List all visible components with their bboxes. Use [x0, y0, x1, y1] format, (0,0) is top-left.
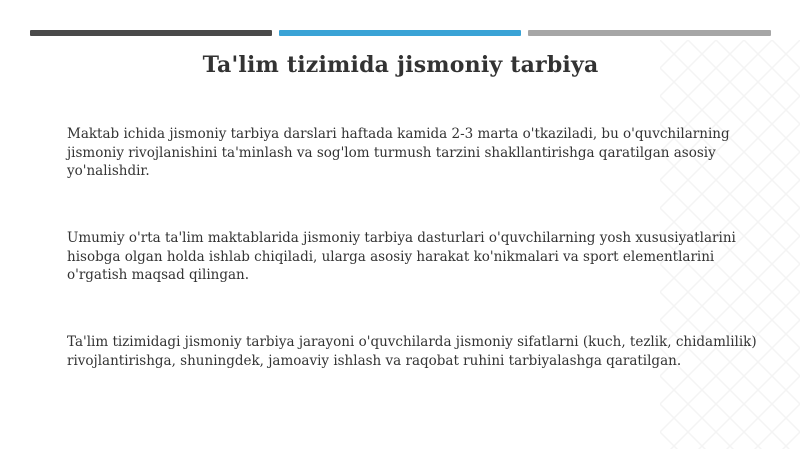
- header-bar-light: [528, 30, 771, 36]
- slide-title: Ta'lim tizimida jismoniy tarbiya: [202, 52, 599, 78]
- header-bar-accent: [279, 30, 521, 36]
- paragraph-general-education: Umumiy o'rta ta'lim maktablarida jismoniy tarbiya dasturlari o'quvchilarning yosh xususiyatlarini hisobga olgan holda ishlab chiqiladi, ularga asosiy harakat ko'nikmalari va sport elementlarini o'rgatish maqsad qilingan.: [67, 230, 736, 283]
- paragraph-education-process: Ta'lim tizimidagi jismoniy tarbiya jarayoni o'quvchilarda jismoniy sifatlarni (kuch, tezlik, chidamlilik) rivojlantirishga, shuningdek, jamoaviy ishlash va raqobat ruhini tarbiyalashga qaratilgan.: [67, 334, 757, 369]
- header-bar-dark: [30, 30, 272, 36]
- paragraph-school-lessons: Maktab ichida jismoniy tarbiya darslari haftada kamida 2-3 marta o'tkaziladi, bu o'quvchilarning jismoniy rivojlanishini ta'minlash va sog'lom turmush tarzini shakllantirishga qaratilgan asosiy yo'nalishdir.: [67, 126, 730, 179]
